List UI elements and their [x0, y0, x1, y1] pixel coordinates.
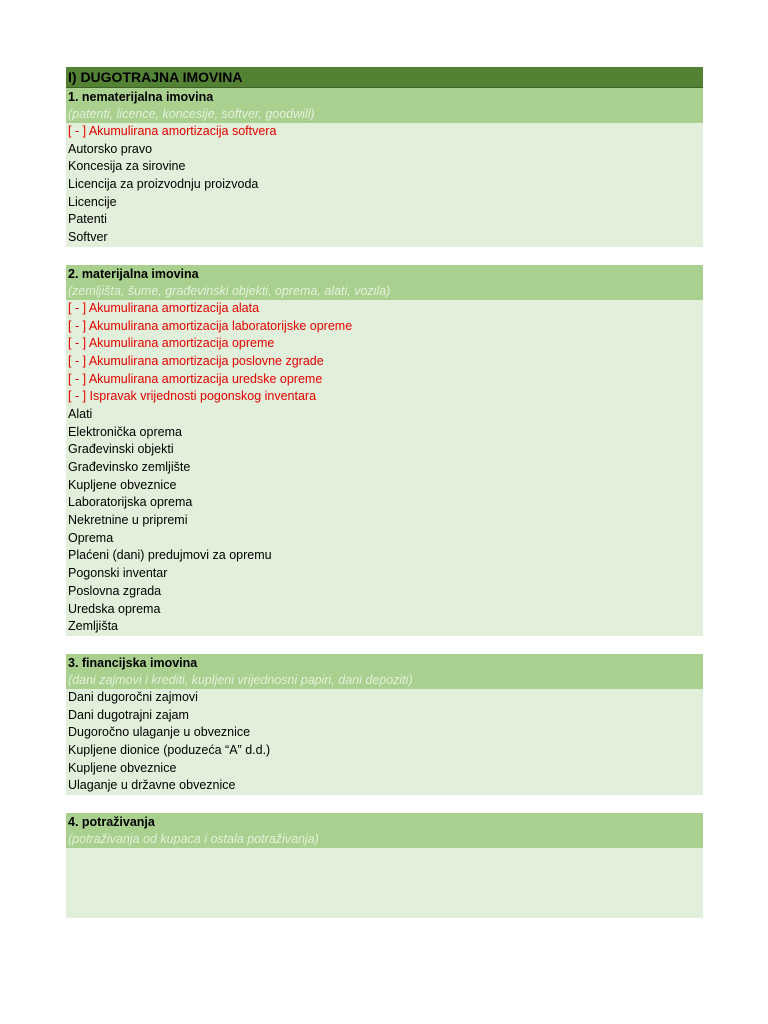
- account-row: Pogonski inventar: [68, 566, 168, 581]
- account-row: Nekretnine u pripremi: [68, 513, 188, 528]
- section-subtitle: (patenti, licence, koncesije, softver, goodwill): [68, 107, 315, 121]
- section-header: [66, 654, 703, 689]
- section-title: 2. materijalna imovina: [68, 266, 199, 281]
- contra-account-row: [ - ] Akumulirana amortizacija uredske opreme: [68, 371, 323, 386]
- contra-account-row: [ - ] Akumulirana amortizacija opreme: [68, 336, 275, 351]
- section: [66, 654, 703, 795]
- section-header: [66, 265, 703, 300]
- account-row: Oprema: [68, 530, 114, 545]
- account-row: Softver: [68, 230, 108, 245]
- account-row: Laboratorijska oprema: [68, 495, 193, 510]
- account-row: Ulaganje u državne obveznice: [68, 778, 236, 793]
- section-subtitle: (potraživanja od kupaca i ostala potraživanja): [68, 832, 319, 846]
- contra-account-row: [ - ] Akumulirana amortizacija poslovne zgrade: [68, 353, 324, 368]
- section: [66, 813, 703, 918]
- section-subtitle: (dani zajmovi i krediti, kupljeni vrijednosni papiri, dani depoziti): [68, 672, 413, 687]
- account-row: Licencije: [68, 194, 117, 209]
- account-row: Dugoročno ulaganje u obveznice: [68, 725, 251, 740]
- account-row: Dani dugoročni zajmovi: [68, 689, 198, 704]
- account-row: Koncesija za sirovine: [68, 159, 186, 174]
- account-row: Licencija za proizvodnju proizvoda: [68, 177, 259, 192]
- account-row: Patenti: [68, 212, 107, 227]
- account-row: Alati: [68, 406, 93, 421]
- section-body: [66, 300, 703, 636]
- section-spacer: [66, 795, 703, 813]
- section: [66, 265, 703, 636]
- section: [66, 88, 703, 247]
- account-row: Kupljene dionice (poduzeća “A” d.d.): [68, 742, 271, 757]
- contra-account-row: [ - ] Ispravak vrijednosti pogonskog inventara: [68, 389, 317, 404]
- account-row: Elektronička oprema: [68, 424, 182, 439]
- account-row: Kupljene obveznice: [68, 760, 177, 775]
- section-body: [66, 848, 703, 918]
- contra-account-row: [ - ] Akumulirana amortizacija laboratorijske opreme: [68, 318, 353, 333]
- account-row: Plaćeni (dani) predujmovi za opremu: [68, 548, 272, 563]
- account-row: Zemljišta: [68, 619, 119, 634]
- account-row: Autorsko pravo: [68, 141, 153, 156]
- section-spacer: [66, 247, 703, 265]
- section-title: 4. potraživanja: [68, 815, 155, 829]
- contra-account-row: [ - ] Akumulirana amortizacija alata: [68, 300, 260, 315]
- account-row: Poslovna zgrada: [68, 583, 162, 598]
- section-body: [66, 123, 703, 247]
- section-title: 1. nematerijalna imovina: [68, 90, 214, 104]
- section-title: 3. financijska imovina: [68, 655, 198, 670]
- section-header: [66, 88, 703, 123]
- sections-container: [66, 88, 703, 918]
- contra-account-row: [ - ] Akumulirana amortizacija softvera: [68, 124, 277, 138]
- section-header: [66, 813, 703, 848]
- section-body: [66, 689, 703, 795]
- account-row: Uredska oprema: [68, 601, 161, 616]
- account-row: Građevinski objekti: [68, 442, 174, 457]
- account-row: Građevinsko zemljište: [68, 460, 191, 474]
- account-row: Kupljene obveznice: [68, 477, 177, 492]
- spreadsheet: [66, 67, 703, 918]
- account-row: Dani dugotrajni zajam: [68, 707, 189, 722]
- page-title: I) DUGOTRAJNA IMOVINA: [66, 67, 703, 88]
- section-subtitle: (zemljišta, šume, građevinski objekti, oprema, alati, vozila): [68, 283, 391, 298]
- section-spacer: [66, 636, 703, 654]
